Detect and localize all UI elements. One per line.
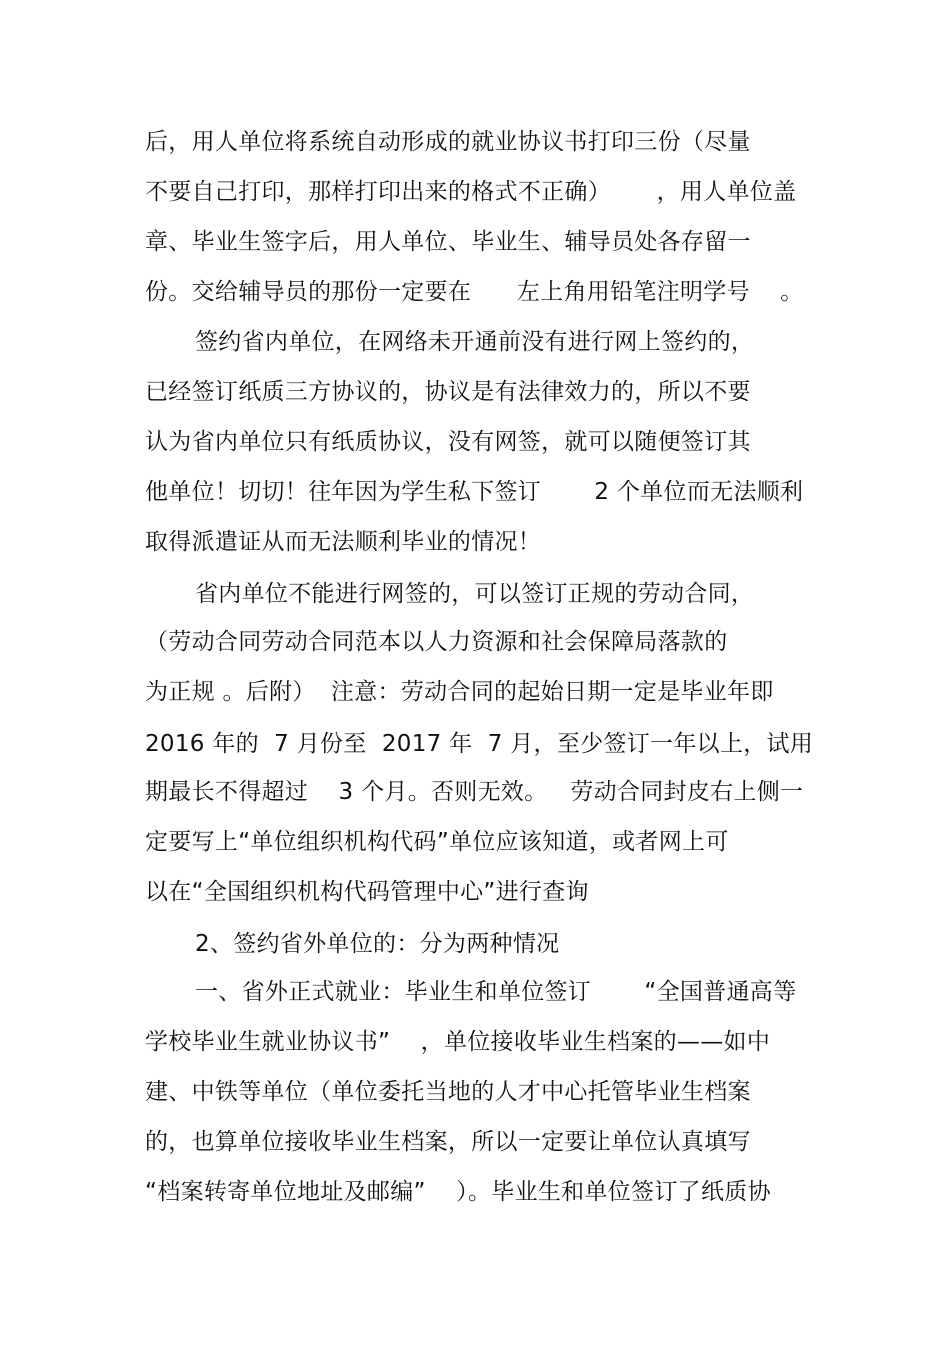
text-line-2: 不要自己打印，那样打印出来的格式不正确） ，用人单位盖 — [145, 179, 797, 205]
text-line-16: 以在“全国组织机构代码管理中心”进行查询 — [145, 879, 589, 905]
text-line-10: 省内单位不能进行网签的，可以签订正规的劳动合同， — [195, 581, 755, 607]
text-line-1: 后，用人单位将系统自动形成的就业协议书打印三份（尽量 — [145, 129, 751, 155]
text-line-22: “档案转寄单位地址及邮编” ）。毕业生和单位签订了纸质协 — [145, 1179, 771, 1205]
text-line-17: 2、签约省外单位的：分为两种情况 — [195, 931, 560, 957]
text-line-18: 一、省外正式就业：毕业生和单位签订 “全国普通高等 — [195, 979, 797, 1005]
text-line-6: 已经签订纸质三方协议的，协议是有法律效力的，所以不要 — [145, 379, 751, 405]
text-line-3: 章、毕业生签字后，用人单位、毕业生、辅导员处各存留一 — [145, 229, 751, 255]
text-line-19: 学校毕业生就业协议书” ，单位接收毕业生档案的——如中 — [145, 1029, 771, 1055]
text-line-12: 为正规 。后附） 注意：劳动合同的起始日期一定是毕业年即 — [145, 679, 774, 705]
text-line-21: 的，也算单位接收毕业生档案，所以一定要让单位认真填写 — [145, 1129, 751, 1155]
text-line-7: 认为省内单位只有纸质协议，没有网签，就可以随便签订其 — [145, 429, 751, 455]
text-line-14: 期最长不得超过 3 个月。否则无效。 劳动合同封皮右上侧一 — [145, 779, 804, 805]
text-line-20: 建、中铁等单位（单位委托当地的人才中心托管毕业生档案 — [145, 1079, 751, 1105]
text-line-11: （劳动合同劳动合同范本以人力资源和社会保障局落款的 — [145, 629, 728, 655]
text-line-5: 签约省内单位，在网络未开通前没有进行网上签约的， — [195, 329, 755, 355]
text-line-13: 2016 年的 7 月份至 2017 年 7 月，至少签订一年以上，试用 — [145, 731, 814, 757]
text-line-8: 他单位！切切！往年因为学生私下签订 2 个单位而无法顺利 — [145, 479, 804, 505]
text-line-9: 取得派遣证从而无法顺利毕业的情况！ — [145, 529, 542, 555]
text-line-4: 份。交给辅导员的那份一定要在 左上角用铅笔注明学号 。 — [145, 279, 804, 305]
text-line-15: 定要写上“单位组织机构代码”单位应该知道，或者网上可 — [145, 829, 729, 855]
